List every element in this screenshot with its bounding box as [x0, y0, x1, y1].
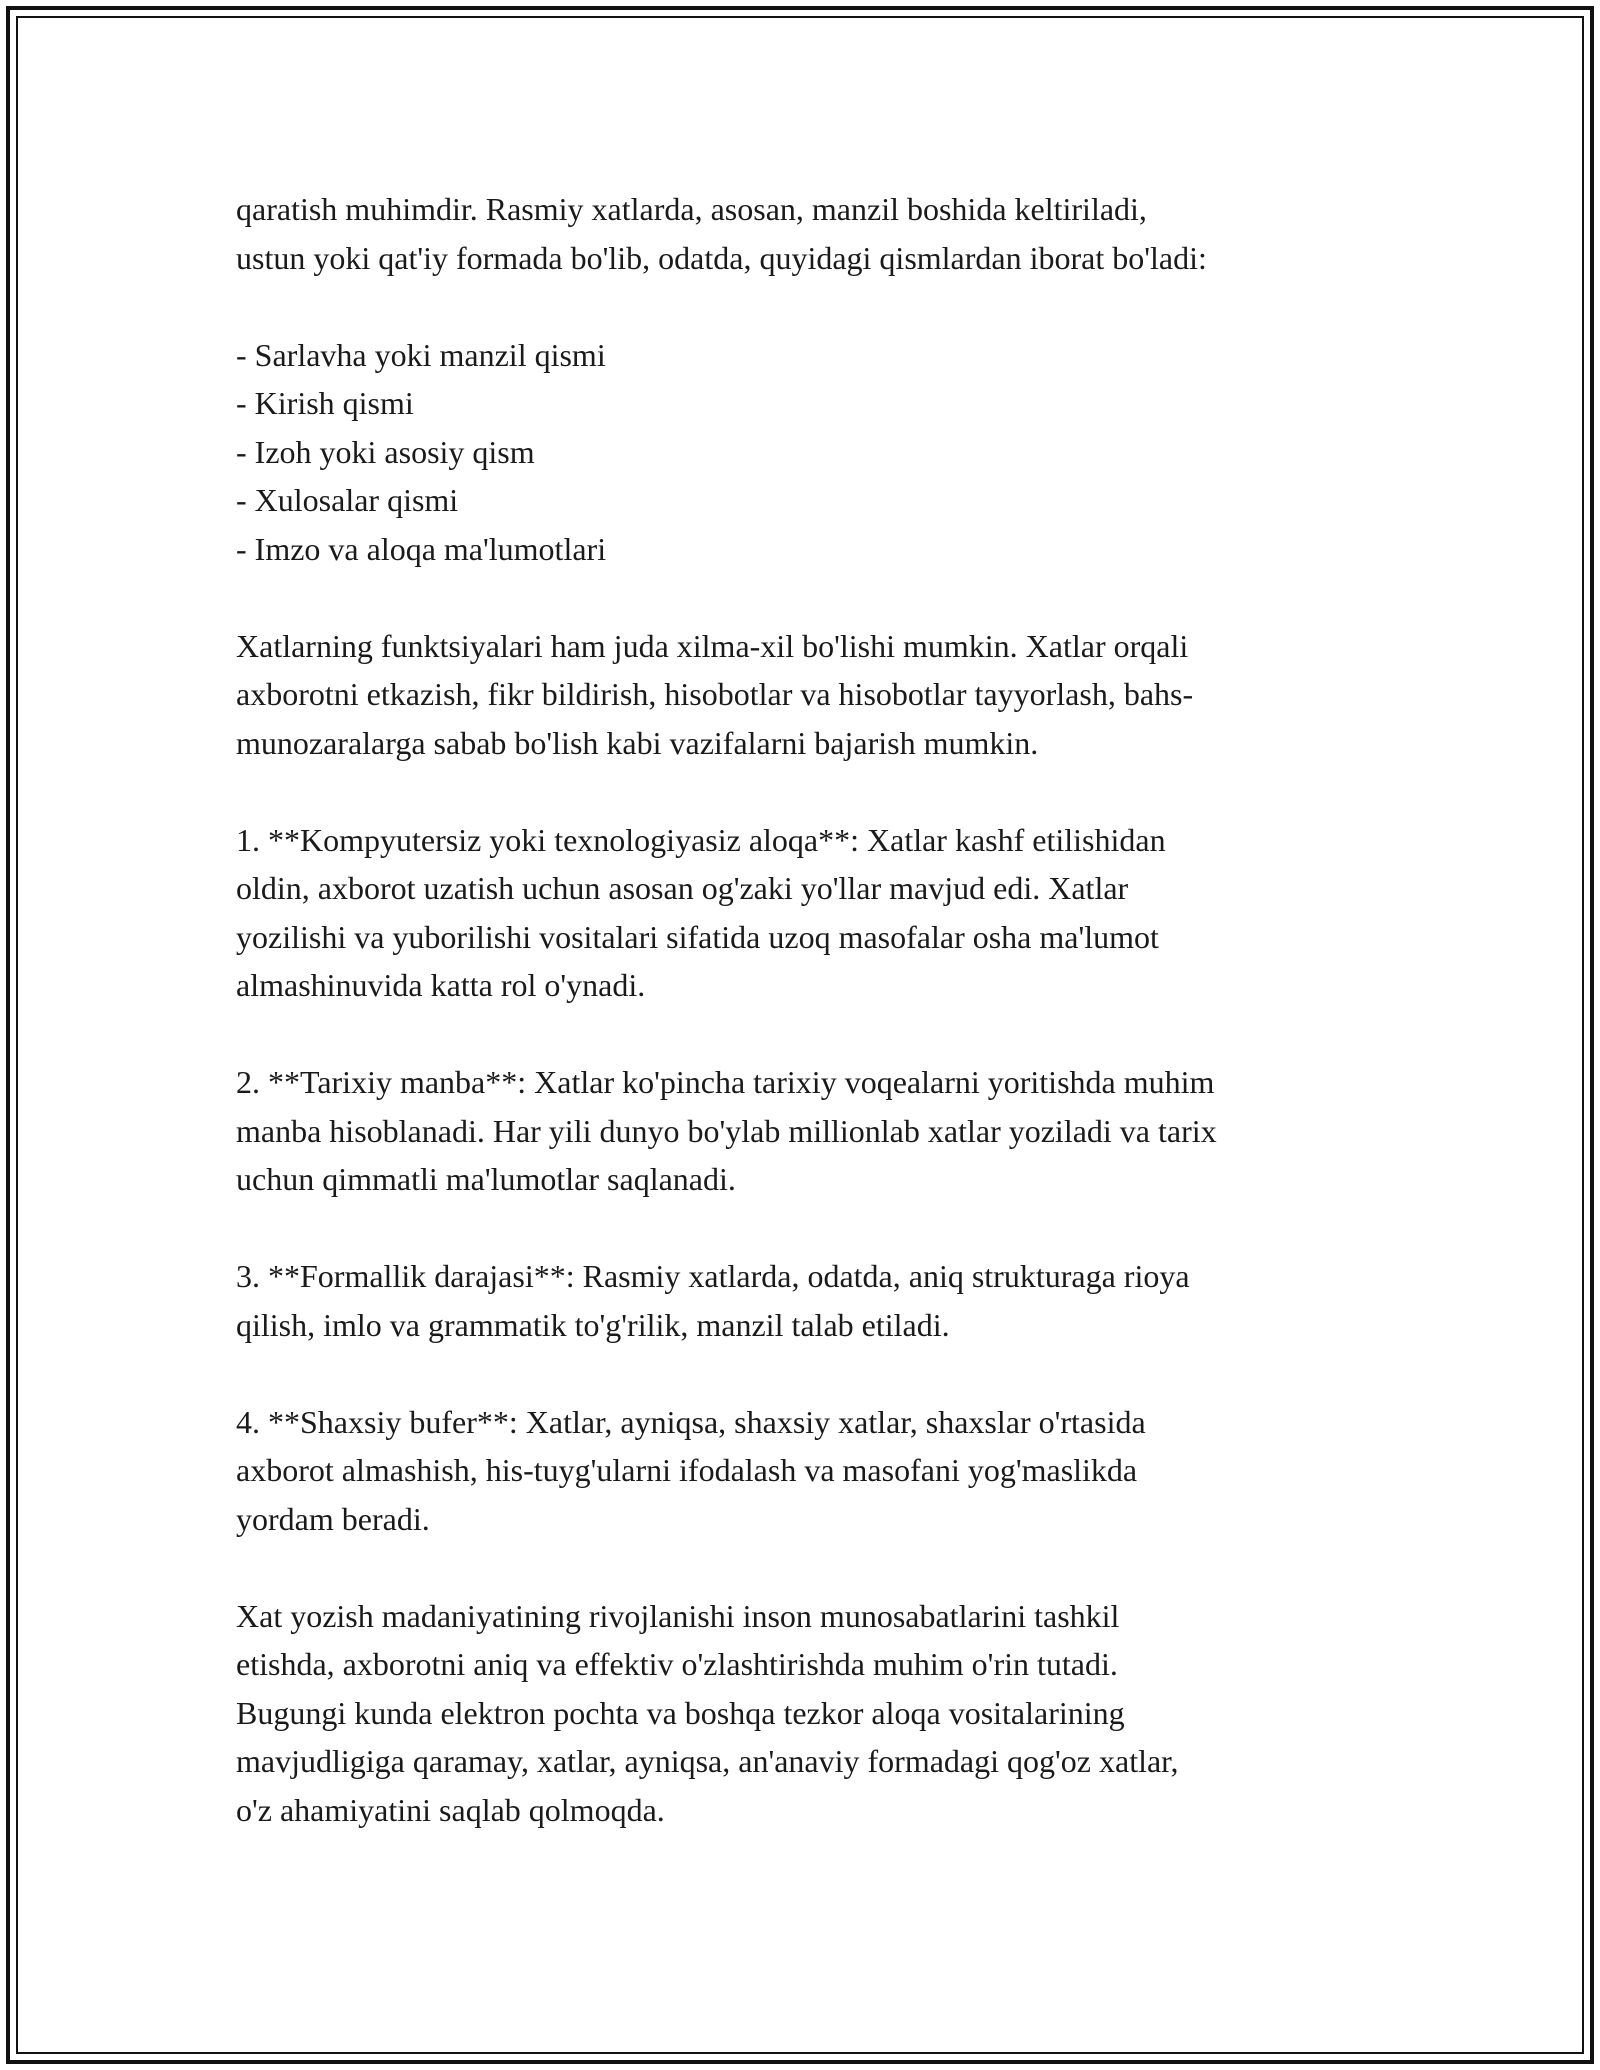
text-line: qaratish muhimdir. Rasmiy xatlarda, asosan, manzil boshida keltiriladi,	[236, 191, 1147, 227]
text-line: qilish, imlo va grammatik to'g'rilik, manzil talab etiladi.	[236, 1306, 950, 1343]
text-line: axborot almashish, his-tuyg'ularni ifodalash va masofani yog'maslikda	[236, 1452, 1138, 1488]
text-line: uchun qimmatli ma'lumotlar saqlanadi.	[236, 1161, 736, 1197]
text-line: 1. **Kompyutersiz yoki texnologiyasiz aloqa**: Xatlar kashf etilishidan	[236, 821, 1166, 858]
list-item: - Izoh yoki asosiy qism	[236, 433, 535, 470]
paragraph-gap	[236, 1349, 1376, 1398]
text-line: yordam beradi.	[236, 1500, 430, 1537]
text-line: munozaralarga sabab bo'lish kabi vazifalarni bajarish mumkin.	[236, 724, 1039, 761]
paragraph-gap	[236, 282, 1376, 331]
list-item: - Imzo va aloqa ma'lumotlari	[236, 530, 607, 567]
paragraph-gap	[236, 1543, 1376, 1592]
text-line: manba hisoblanadi. Har yili dunyo bo'ylab millionlab xatlar yoziladi va tarix	[236, 1112, 1217, 1149]
text-line: Xatlarning funktsiyalari ham juda xilma-xil bo'lishi mumkin. Xatlar orqali	[236, 627, 1189, 664]
paragraph-gap	[236, 1010, 1376, 1059]
text-line: Xat yozish madaniyatining rivojlanishi inson munosabatlarini tashkil	[236, 1597, 1120, 1634]
conclusion-paragraph	[236, 1592, 1376, 1835]
point-1-paragraph	[236, 816, 1376, 1010]
text-line: axborotni etkazish, fikr bildirish, hisobotlar va hisobotlar tayyorlash, bahs-	[236, 676, 1194, 712]
paragraph-gap	[236, 573, 1376, 622]
text-line: yozilishi va yuborilishi vositalari sifatida uzoq masofalar osha ma'lumot	[236, 918, 1159, 955]
point-3-paragraph	[236, 1252, 1376, 1349]
text-line: 4. **Shaxsiy bufer**: Xatlar, ayniqsa, shaxsiy xatlar, shaxslar o'rtasida	[236, 1403, 1146, 1440]
text-line: o'z ahamiyatini saqlab qolmoqda.	[236, 1791, 665, 1828]
text-line: Bugungi kunda elektron pochta va boshqa tezkor aloqa vositalarining	[236, 1694, 1125, 1731]
text-line: mavjudligiga qaramay, xatlar, ayniqsa, an'anaviy formadagi qog'oz xatlar,	[236, 1743, 1179, 1779]
text-line: ustun yoki qat'iy formada bo'lib, odatda, quyidagi qismlardan iborat bo'ladi:	[236, 239, 1207, 276]
text-line: etishda, axborotni aniq va effektiv o'zlashtirishda muhim o'rin tutadi.	[236, 1646, 1118, 1682]
text-line: 3. **Formallik darajasi**: Rasmiy xatlarda, odatda, aniq strukturaga rioya	[236, 1258, 1190, 1294]
text-line: 2. **Tarixiy manba**: Xatlar ko'pincha tarixiy voqealarni yoritishda muhim	[236, 1064, 1215, 1100]
functions-paragraph	[236, 622, 1376, 768]
text-line: almashinuvida katta rol o'ynadi.	[236, 967, 646, 1003]
document-body	[236, 185, 1376, 1834]
point-4-paragraph	[236, 1398, 1376, 1544]
intro-paragraph	[236, 185, 1376, 282]
list-item: - Xulosalar qismi	[236, 482, 459, 518]
structure-list	[236, 331, 1376, 574]
paragraph-gap	[236, 1204, 1376, 1253]
point-2-paragraph	[236, 1058, 1376, 1204]
paragraph-gap	[236, 767, 1376, 816]
text-line: oldin, axborot uzatish uchun asosan og'zaki yo'llar mavjud edi. Xatlar	[236, 870, 1129, 906]
list-item: - Sarlavha yoki manzil qismi	[236, 336, 606, 373]
list-item: - Kirish qismi	[236, 385, 414, 421]
